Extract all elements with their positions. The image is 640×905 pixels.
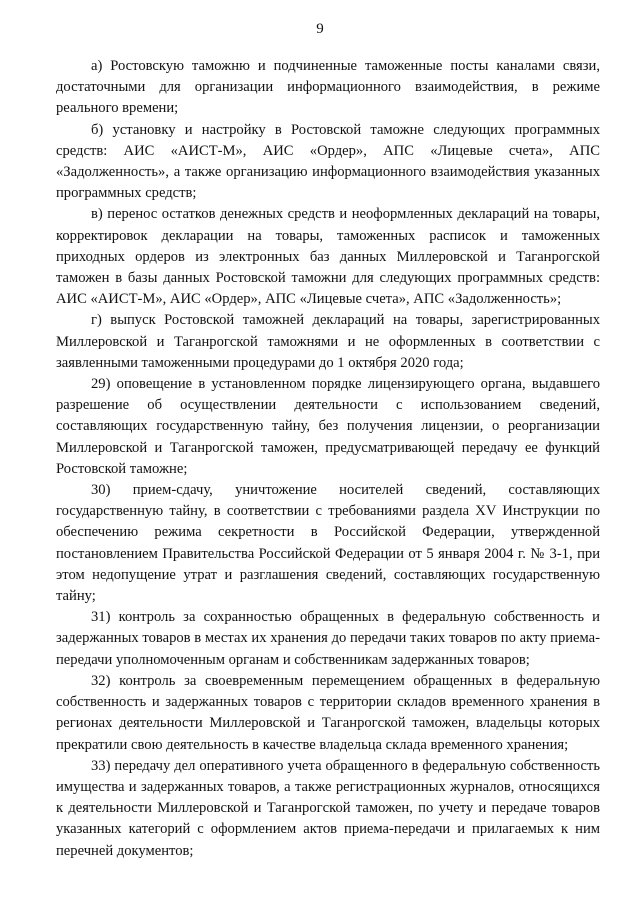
paragraph-item-a: а) Ростовскую таможню и подчиненные таможенные посты каналами связи, достаточными для организации информационного взаимодействия, в режиме реального времени; [56, 58, 600, 117]
paragraph-item-31: 31) контроль за сохранностью обращенных в федеральную собственность и задержанных товаров в местах их хранения до передачи таких товаров по акту приема-передачи уполномоченным органам и собственникам задержанных товаров; [56, 609, 600, 668]
paragraph-item-v: в) перенос остатков денежных средств и неоформленных деклараций на товары, корректировок декларации на товары, таможенных расписок и таможенных приходных ордеров из электронных баз данных Миллеровской и Таганрогской таможен в базы данных Ростовской таможни для следующих программных средств: АИС «АИСТ-М», АИС «Ордер», АПС «Лицевые счета», АПС «Задолженность»; [56, 206, 600, 308]
paragraph-item-33: 33) передачу дел оперативного учета обращенного в федеральную собственность имущества и задержанных товаров, а также регистрационных журналов, относящихся к деятельности Миллеровской и Таганрогской таможен, по учету и передаче товаров указанных категорий с оформлением актов приема-передачи и прилагаемых к ним перечней документов; [56, 757, 600, 859]
paragraph-item-30: 30) прием-сдачу, уничтожение носителей сведений, составляющих государственную тайну, в соответствии с требованиями раздела XV Инструкции по обеспечению режима секретности в Российской Федерации, утвержденной постановлением Правительства Российской Федерации от 5 января 2004 г. № 3-1, при этом недопущение утрат и разглашения сведений, составляющих государственную тайну; [56, 482, 600, 605]
paragraph-item-29: 29) оповещение в установленном порядке лицензирующего органа, выдавшего разрешение об осуществлении деятельности с использованием сведений, составляющих государственную тайну, без получения лицензии, о реорганизации Миллеровской и Таганрогской таможен, предусматривающей передачу ее функций Ростовской таможне; [56, 376, 600, 477]
paragraph-item-g: г) выпуск Ростовской таможней деклараций на товары, зарегистрированных Миллеровской и Таганрогской таможнями и не оформленных в соответствии с заявленными таможенными процедурами до 1 октября 2020 года; [56, 312, 600, 371]
page-number: 9 [316, 21, 324, 37]
paragraph-item-32: 32) контроль за своевременным перемещением обращенных в федеральную собственность и задержанных товаров с территории складов временного хранения в регионах деятельности Миллеровской и Таганрогской таможен, владельцы которых прекратили свою деятельность в качестве владельца склада временного хранения; [56, 672, 600, 753]
document-body [56, 56, 600, 862]
paragraph-item-b: б) установку и настройку в Ростовской таможне следующих программных средств: АИС «АИСТ-М», АИС «Ордер», АПС «Лицевые счета», АПС «Задолженность», а также организацию информационного взаимодействия указанных программных средств; [56, 121, 600, 202]
